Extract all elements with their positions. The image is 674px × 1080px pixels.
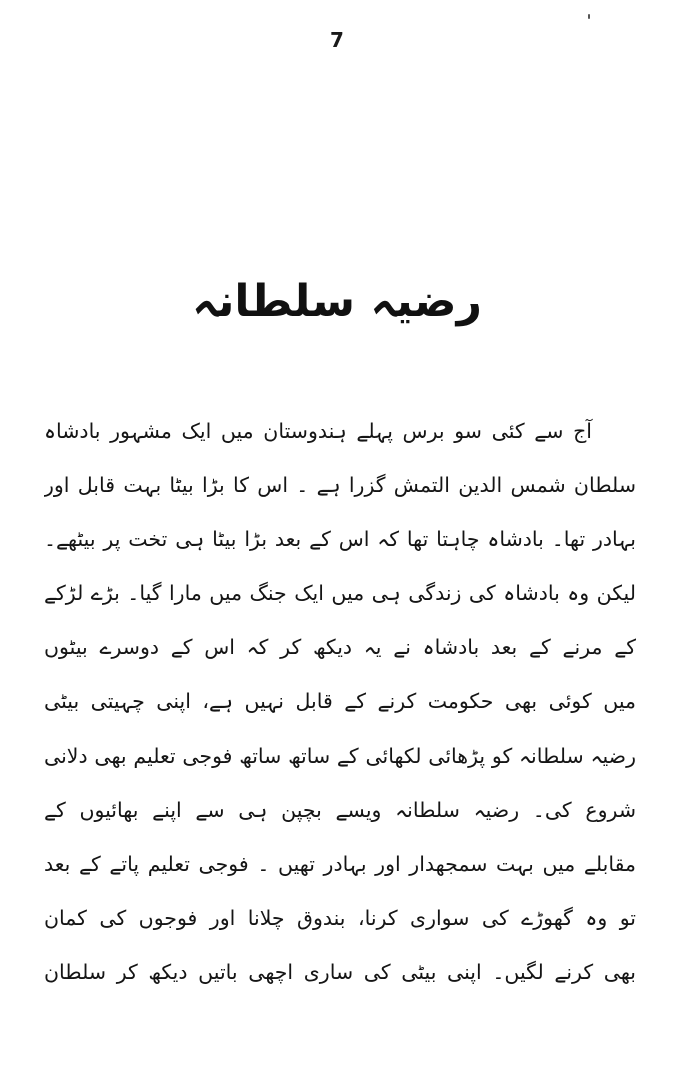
text-line: میں کوئی بھی حکومت کرنے کے قابل نہیں ہے، اپنی چہیتی بیٹی [44,689,636,714]
text-line: کے مرنے کے بعد بادشاہ نے یہ دیکھ کر کہ اس کے دوسرے بیٹوں [44,635,636,660]
text-line: شروع کی۔ رضیہ سلطانہ ویسے بچپن ہی سے اپنے بھائیوں کے [44,797,636,822]
text-line: رضیہ سلطانہ کو پڑھائی لکھائی کے ساتھ ساتھ فوجی تعلیم بھی دلانی [44,743,636,768]
body-paragraph [44,404,636,999]
text-line: مقابلے میں بہت سمجھدار اور بہادر تھیں ۔ فوجی تعلیم پاتے کے بعد [44,851,636,876]
text-line: لیکن وہ بادشاہ کی زندگی ہی میں ایک جنگ میں مارا گیا۔ بڑے لڑکے [44,581,636,606]
text-line: بھی کرنے لگیں۔ اپنی بیٹی کی ساری اچھی باتیں دیکھ کر سلطان [44,959,636,984]
text-line: تو وہ گھوڑے کی سواری کرنا، بندوق چلانا اور فوجوں کی کمان [44,905,636,930]
ink-speck [588,14,590,19]
chapter-title: رضیہ سلطانہ [192,276,482,327]
page-number: 7 [330,28,344,52]
text-line: بہادر تھا۔ بادشاہ چاہتا تھا کہ اس کے بعد بڑا بیٹا ہی تخت پر بیٹھے۔ [44,527,636,552]
text-line: سلطان شمس الدین التمش گزرا ہے ۔ اس کا بڑا بیٹا بہت قابل اور [44,473,636,498]
text-line: آج سے کئی سو برس پہلے ہندوستان میں ایک مشہور بادشاہ [44,419,592,443]
